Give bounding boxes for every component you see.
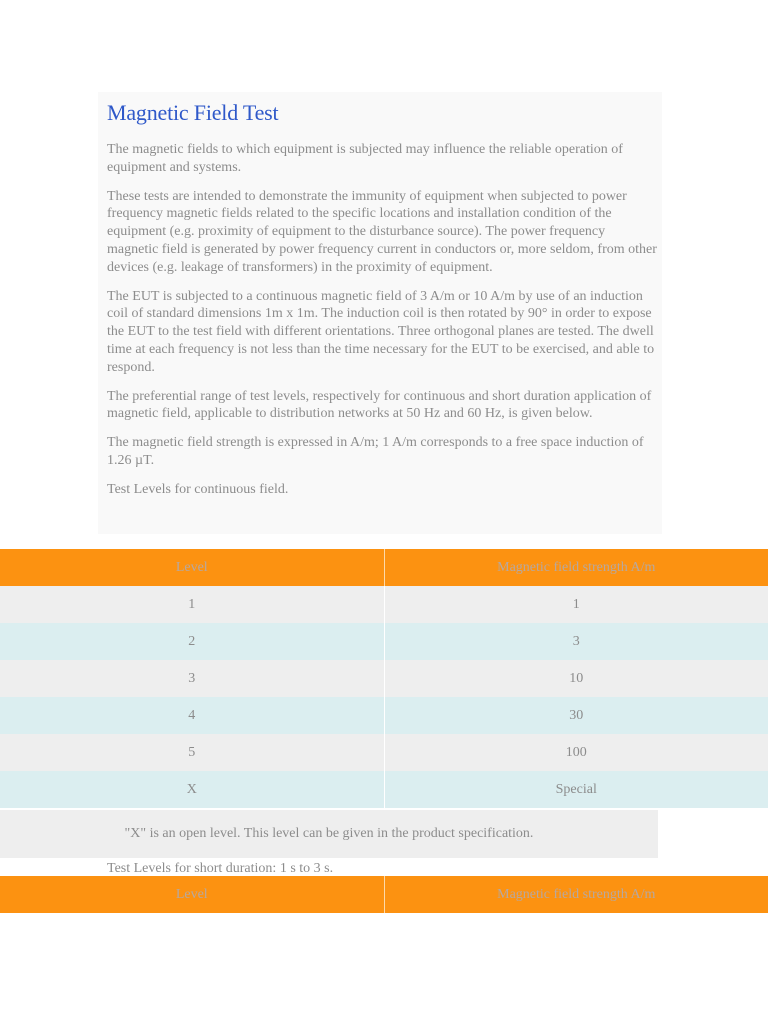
table-row [0, 771, 768, 808]
table-note: "X" is an open level. This level can be given in the product specification. [0, 810, 658, 858]
article-paragraph: The magnetic fields to which equipment is subjected may influence the reliable operation of equipment and systems. [107, 142, 623, 175]
table-row [0, 697, 768, 734]
article-content [107, 98, 659, 499]
strength-cell: 10 [384, 660, 768, 697]
level-cell: 5 [0, 734, 384, 771]
table-header-row [0, 876, 768, 913]
table-header-row [0, 549, 768, 586]
table-row [0, 660, 768, 697]
table-row [0, 586, 768, 623]
page-title: Magnetic Field Test [107, 100, 279, 125]
short-duration-levels-table [0, 876, 768, 913]
column-header-level: Level [0, 876, 384, 913]
strength-cell: 100 [384, 734, 768, 771]
level-cell: 4 [0, 697, 384, 734]
strength-cell: 30 [384, 697, 768, 734]
strength-cell: Special [384, 771, 768, 808]
level-cell: X [0, 771, 384, 808]
article-paragraph: The preferential range of test levels, respectively for continuous and short duration application of magnetic field, applicable to distribution networks at 50 Hz and 60 Hz, is given below. [107, 388, 652, 422]
table-row [0, 734, 768, 771]
level-cell: 1 [0, 586, 384, 623]
continuous-levels-table [0, 549, 768, 808]
column-header-level: Level [0, 549, 384, 586]
column-header-strength: Magnetic field strength A/m [384, 876, 768, 913]
article-paragraph: The EUT is subjected to a continuous magnetic field of 3 A/m or 10 A/m by use of an induction coil of standard dimensions 1m x 1m. The induction coil is then rotated by 90° in order to expose the EUT to the test field with different orientations. Three orthogonal planes are tested. The dwell time at each frequency is not less than the time necessary for the EUT to be exercised, and able to respond. [107, 288, 655, 375]
level-cell: 2 [0, 623, 384, 660]
strength-cell: 3 [384, 623, 768, 660]
article-paragraph: These tests are intended to demonstrate the immunity of equipment when subjected to power frequency magnetic fields related to the specific locations and installation condition of the equipment (e.g. proximity of equipment to the disturbance source). The power frequency magnetic field is generated by power frequency current in conductors or, more seldom, from other devices (e.g. leakage of transformers) in the proximity of equipment. [107, 188, 657, 275]
strength-cell: 1 [384, 586, 768, 623]
table-row [0, 623, 768, 660]
article-paragraph: The magnetic field strength is expressed in A/m; 1 A/m corresponds to a free space induction of 1.26 µT. [107, 435, 644, 468]
table-caption-short: Test Levels for short duration: 1 s to 3 s. [107, 861, 334, 876]
levels-table [0, 549, 768, 808]
table-caption-continuous: Test Levels for continuous field. [107, 481, 289, 497]
column-header-strength: Magnetic field strength A/m [384, 549, 768, 586]
level-cell: 3 [0, 660, 384, 697]
levels-table [0, 876, 768, 913]
